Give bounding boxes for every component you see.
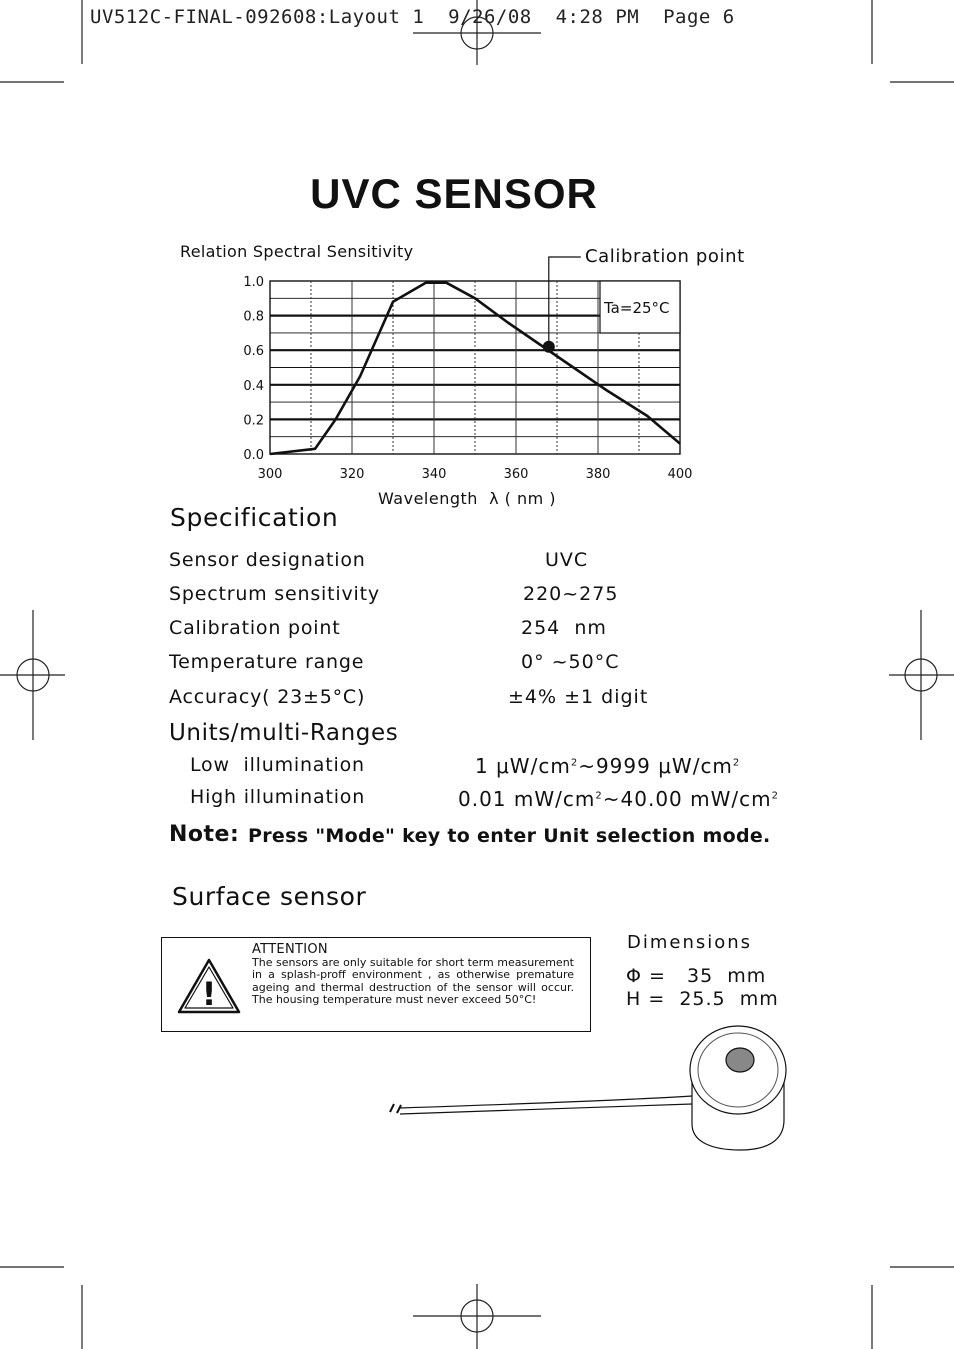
dimensions-title: Dimensions <box>627 932 753 953</box>
x-axis-ticks <box>258 467 693 482</box>
x-tick-label: 380 <box>585 467 611 482</box>
x-tick-label: 400 <box>667 467 693 482</box>
warning-symbol: ! <box>201 975 217 1013</box>
calibration-point-label: Calibration point <box>585 246 745 267</box>
y-tick-label: 0.4 <box>243 378 264 394</box>
dimension-diameter: Φ = 35 mm <box>626 965 767 987</box>
high-illumination-label: High illumination <box>190 786 366 808</box>
attention-box <box>161 937 591 1032</box>
attention-title: ATTENTION <box>252 942 328 957</box>
y-tick-label: 0.6 <box>243 344 264 360</box>
units-heading: Units/multi-Ranges <box>169 720 399 746</box>
calibration-point-marker <box>543 341 555 353</box>
low-illumination-label: Low illumination <box>190 754 365 776</box>
x-tick-label: 320 <box>339 467 365 482</box>
spec-value-calibration-point: 254 nm <box>521 617 607 639</box>
x-tick-label: 360 <box>503 467 529 482</box>
y-tick-label: 0.0 <box>243 448 264 463</box>
spec-label-spectrum-sensitivity: Spectrum sensitivity <box>169 583 380 605</box>
high-illumination-range <box>458 787 779 811</box>
surface-sensor-heading: Surface sensor <box>172 882 367 911</box>
chart-title: Relation Spectral Sensitivity <box>180 242 414 261</box>
y-axis-ticks <box>243 275 264 463</box>
x-axis-label: Wavelength λ ( nm ) <box>378 489 557 508</box>
low-range-max: ~9999 μW/cm <box>578 754 733 778</box>
registration-mark-icon <box>413 1284 541 1349</box>
warning-triangle-icon <box>176 956 242 1016</box>
print-header: UV512C-FINAL-092608:Layout 1 9/26/08 4:28 PM Page 6 <box>90 6 735 28</box>
y-tick-label: 1.0 <box>243 275 264 290</box>
spec-value-accuracy: ±4% ±1 digit <box>508 686 649 708</box>
high-range-max-exp: 2 <box>771 790 779 802</box>
low-range-min: 1 μW/cm <box>475 754 571 778</box>
spec-value-spectrum-sensitivity: 220~275 <box>523 583 619 605</box>
spec-value-temperature-range: 0° ~50°C <box>521 651 620 673</box>
spec-label-accuracy: Accuracy( 23±5°C) <box>169 686 366 708</box>
high-range-min: 0.01 mW/cm <box>458 787 596 811</box>
annotation-text: Ta=25°C <box>604 299 670 317</box>
attention-body: The sensors are only suitable for short term measurement in a splash-proff environment , as otherwise premature ageing and thermal destruction of the sensor will occur. The housing temperature must never exceed 50°C! <box>252 956 574 1007</box>
dimension-height: H = 25.5 mm <box>626 988 779 1010</box>
sensor-probe-icon <box>370 1020 800 1160</box>
spec-value-sensor-designation: UVC <box>545 549 589 571</box>
spectral-sensitivity-chart <box>160 235 780 515</box>
high-range-max: ~40.00 mW/cm <box>602 787 772 811</box>
low-range-min-exp: 2 <box>570 757 579 769</box>
registration-mark-icon <box>889 610 954 740</box>
note-text: Press "Mode" key to enter Unit selection mode. <box>248 825 771 847</box>
spec-label-temperature-range: Temperature range <box>169 651 365 673</box>
high-range-min-exp: 2 <box>595 790 603 802</box>
x-tick-label: 340 <box>421 467 447 482</box>
x-tick-label: 300 <box>257 467 283 482</box>
specification-heading: Specification <box>170 503 339 532</box>
spec-label-calibration-point: Calibration point <box>169 617 341 639</box>
note-label: Note: <box>169 822 240 847</box>
page-title: UVC SENSOR <box>310 170 598 217</box>
registration-mark-icon <box>0 610 65 740</box>
low-range-max-exp: 2 <box>732 757 741 769</box>
y-tick-label: 0.2 <box>243 413 264 429</box>
y-tick-label: 0.8 <box>243 309 264 325</box>
low-illumination-range <box>475 754 740 778</box>
spec-label-sensor-designation: Sensor designation <box>169 549 366 571</box>
